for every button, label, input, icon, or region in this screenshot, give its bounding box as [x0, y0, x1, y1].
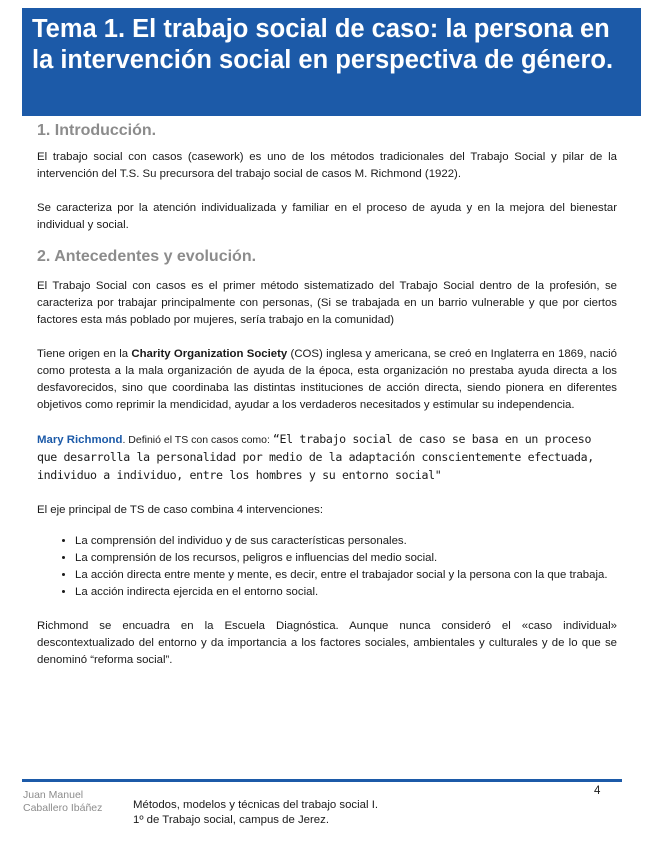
footer-course-line-1: Métodos, modelos y técnicas del trabajo social I. [133, 799, 379, 811]
richmond-definition [37, 431, 617, 485]
eje-paragraph: El eje principal de TS de caso combina 4 intervenciones: [37, 504, 323, 516]
list-item: • La acción directa entre mente y mente, es decir, entre el trabajador social y la persona con la que trabaja. [75, 567, 617, 584]
footer-divider [22, 779, 622, 782]
list-item: • La comprensión de los recursos, peligros e influencias del medio social. [75, 550, 617, 567]
section-heading-history: 2. Antecedentes y evolución. [37, 248, 257, 265]
history-p2-after: (COS) inglesa y americana, se creó en Inglaterra en 1869, nació como protesta a la mala organización de ayuda de la época, esta organización no prestaba ayuda directa a los desfavorecidos, sino que coordinaba las distintas instituciones de acción directa, siendo pionera en diferentes objetivos como reprimir la mendicidad, ayudar a los verdaderos necesitados y estimular su independencia. [37, 348, 617, 411]
richmond-name: Mary Richmond [37, 434, 123, 446]
history-p2-before: Tiene origen en la [37, 348, 132, 360]
document-body [37, 118, 617, 669]
page-title: Tema 1. El trabajo social de caso: la persona en la intervención social en perspectiva de género. [32, 15, 614, 74]
richmond-intro: . Definió el TS con casos como: [122, 434, 273, 446]
title-banner [22, 8, 641, 116]
page-number: 4 [594, 785, 601, 797]
footer-course [133, 798, 378, 828]
footer-course-line-2: 1º de Trabajo social, campus de Jerez. [133, 814, 330, 826]
interventions-list [37, 533, 617, 601]
history-paragraph-2 [37, 346, 617, 414]
intro-paragraph-1: El trabajo social con casos (casework) es uno de los métodos tradicionales del Trabajo Social y pilar de la intervención del T.S. Su precursora del trabajo social de casos M. Richmond (1922). [37, 151, 617, 180]
list-item: • La acción indirecta ejercida en el entorno social. [75, 584, 617, 601]
richmond-quote: “El trabajo social de caso se basa en un proceso que desarrolla la personalidad por medio de la adaptación conscientemente efectuada, individuo a individuo, entre los hombres y su entorno social" [37, 432, 594, 482]
intro-paragraph-2: Se caracteriza por la atención individualizada y familiar en el proceso de ayuda y en la mejora del bienestar individual y social. [37, 202, 617, 231]
section-heading-introduction: 1. Introducción. [37, 122, 157, 139]
list-item: • La comprensión del individuo y de sus características personales. [75, 533, 617, 550]
footer-author: Juan Manuel Caballero Ibáñez [23, 789, 103, 814]
history-paragraph-1: El Trabajo Social con casos es el primer método sistematizado del Trabajo Social dentro de la profesión, se caracteriza por trabajar principalmente con personas, (Si se trabajada en un barrio vulnerable y que por ciertos factores esta más poblado por mujeres, sería trabajo en la comunidad) [37, 280, 617, 326]
closing-paragraph: Richmond se encuadra en la Escuela Diagnóstica. Aunque nunca consideró el «caso individual» descontextualizado del entorno y da importancia a los factores sociales, ambientales y culturales y de lo que se denominó “reforma social”. [37, 620, 617, 666]
charity-organization-society: Charity Organization Society [131, 348, 288, 360]
